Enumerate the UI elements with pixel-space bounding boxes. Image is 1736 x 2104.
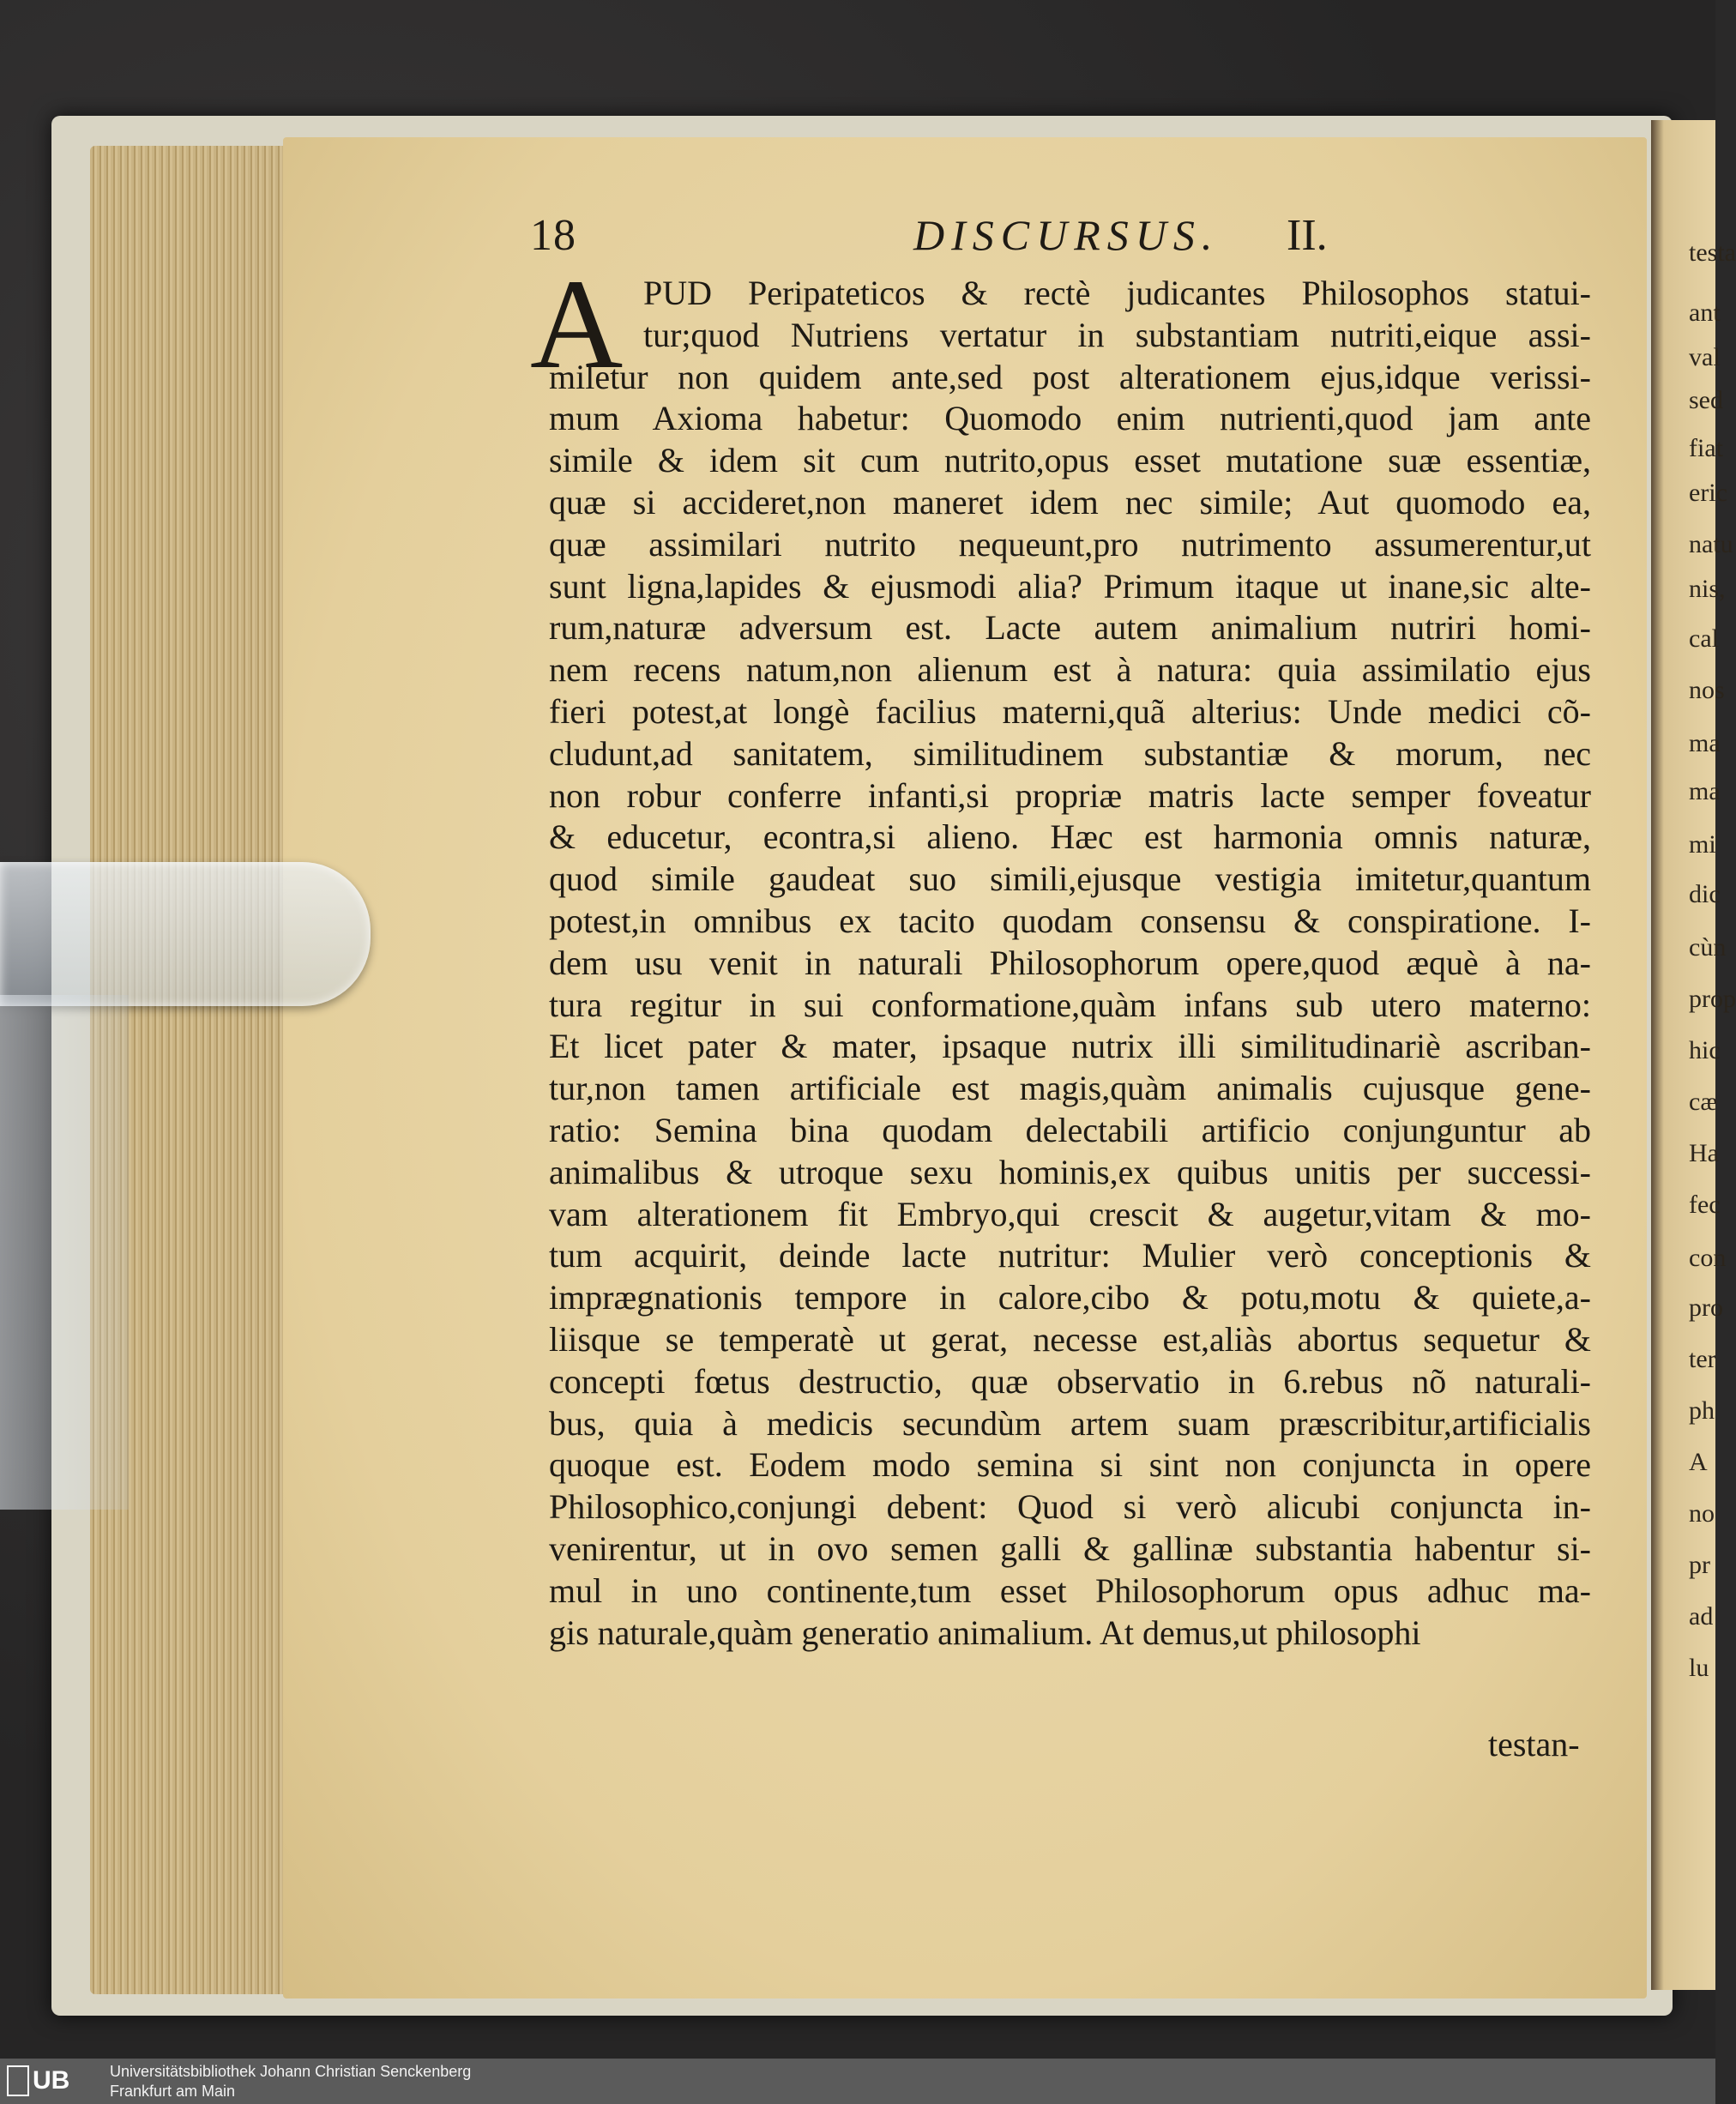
text-line: miletur non quidem ante,sed post alterationem ejus,idque verissi-	[549, 357, 1591, 396]
facing-page-fragment: eric	[1689, 479, 1727, 507]
text-line: bus, quia à medicis secundùm artem suam præscribitur,artificialis	[549, 1403, 1591, 1443]
facing-page-fragment: nos	[1689, 676, 1725, 704]
text-line: & educetur, econtra,si alieno. Hæc est harmonia omnis naturæ,	[549, 817, 1591, 857]
facing-page-fragment: mi	[1689, 830, 1716, 859]
text-line: quæ si accideret,non maneret idem nec simile; Aut quomodo ea,	[549, 482, 1591, 521]
facing-page-fragment: ph	[1689, 1396, 1715, 1425]
facing-page-fragment: testa	[1689, 238, 1736, 267]
facing-page-fragment: ad	[1689, 1602, 1714, 1631]
facing-page-fragment: dic	[1689, 880, 1721, 908]
text-line: PUD Peripateticos & rectè judicantes Philosophos statui-	[643, 274, 1591, 312]
footer-location: Frankfurt am Main	[110, 2083, 236, 2100]
footer-institution: Universitätsbibliothek Johann Christian Senckenberg	[110, 2063, 472, 2080]
facing-page-fragment: fec	[1689, 1191, 1721, 1219]
facing-page-fragment: nis,	[1689, 575, 1726, 603]
text-line: sunt ligna,lapides & ejusmodi alia? Primum itaque ut inane,sic alte-	[549, 566, 1591, 606]
text-line: dem usu venit in naturali Philosophorum opere,quod æquè à na-	[549, 943, 1591, 982]
facing-page-fragment: ter	[1689, 1345, 1716, 1373]
text-line: tura regitur in sui conformatione,quàm infans sub utero materno:	[549, 985, 1591, 1024]
text-line: vam alterationem fit Embryo,qui crescit & augetur,vitam & mo-	[549, 1194, 1591, 1233]
text-line: tur,non tamen artificiale est magis,quàm animalis cujusque gene-	[549, 1069, 1591, 1108]
text-line: fieri potest,at longè facilius materni,quã alterius: Unde medici cõ-	[549, 691, 1591, 731]
text-line: quod simile gaudeat suo simili,ejusque vestigia imitetur,quantum	[549, 859, 1591, 899]
text-line: rum,naturæ adversum est. Lacte autem animalium nutriri homi-	[549, 608, 1591, 648]
facing-page-fragment: sed	[1689, 386, 1723, 414]
text-line: venirentur, ut in ovo semen galli & gallinæ substantia habentur si-	[549, 1528, 1591, 1568]
footer-bar	[0, 2059, 1715, 2104]
text-line: quoque est. Eodem modo semina si sint non conjuncta in opere	[549, 1445, 1591, 1485]
ub-logo	[7, 2064, 93, 2098]
text-line: potest,in omnibus ex tacito quodam consensu & conspiratione. I-	[549, 901, 1591, 940]
facing-page-fragment: natu	[1689, 530, 1733, 558]
text-line: nem recens natum,non alienum est à natura: quia assimilatio ejus	[549, 650, 1591, 690]
text-line: Et licet pater & mater, ipsaque nutrix illi similitudinariè ascriban-	[549, 1027, 1591, 1066]
text-line: concepti fœtus destructio, quæ observatio in 6.rebus nõ naturali-	[549, 1361, 1591, 1401]
text-line: mul in uno continente,tum esset Philosophorum opus adhuc ma-	[549, 1570, 1591, 1610]
page-holder-strip	[0, 995, 129, 1510]
page-number: 18	[530, 211, 576, 260]
text-line: simile & idem sit cum nutrito,opus esset mutatione suæ essentiæ,	[549, 441, 1591, 480]
facing-page-fragment: fiat	[1689, 434, 1723, 462]
facing-page-fragment: A	[1689, 1448, 1708, 1476]
facing-page-fragment: no	[1689, 1499, 1715, 1528]
text-line: mum Axioma habetur: Quomodo enim nutrienti,quod jam ante	[549, 399, 1591, 438]
facing-page-fragment: ma	[1689, 729, 1721, 757]
running-head-number: II.	[1287, 211, 1328, 260]
facing-page-fragment: ant	[1689, 298, 1721, 327]
ub-logo-mark-icon	[7, 2065, 29, 2096]
facing-page-fragment: val	[1689, 343, 1721, 371]
facing-page-fragment: ma	[1689, 777, 1721, 805]
ub-logo-text: UB	[33, 2066, 70, 2095]
text-line: tur;quod Nutriens vertatur in substantiam nutriti,eique assi-	[643, 315, 1591, 354]
text-line: ratio: Semina bina quodam delectabili artificio conjunguntur ab	[549, 1110, 1591, 1149]
facing-page-fragment: lu	[1689, 1654, 1709, 1682]
running-head: DISCURSUS.	[913, 211, 1220, 259]
text-line: gis naturale,quàm generatio animalium. At demus,ut philosophi	[549, 1613, 1421, 1652]
facing-page-fragment: pro	[1689, 1293, 1723, 1322]
facing-page-fragment: Ha	[1689, 1139, 1719, 1167]
text-block	[530, 253, 1591, 1654]
text-line: cludunt,ad sanitatem, similitudinem substantiæ & morum, nec	[549, 733, 1591, 773]
facing-page-fragment: cùn	[1689, 933, 1727, 962]
facing-page-fragment: pr	[1689, 1551, 1710, 1579]
text-line: animalibus & utroque sexu hominis,ex quibus unitis per successi-	[549, 1152, 1591, 1191]
catchword: testan-	[1488, 1725, 1580, 1763]
text-line: tum acquirit, deinde lacte nutritur: Mulier verò conceptionis &	[549, 1236, 1591, 1275]
text-line: Philosophico,conjungi debent: Quod si verò alicubi conjuncta in-	[549, 1487, 1591, 1527]
drop-cap: A	[530, 253, 624, 395]
facing-page-fragment: cæ	[1689, 1088, 1718, 1116]
facing-page-fragment: con	[1689, 1244, 1727, 1272]
facing-page-fragment: prop	[1689, 985, 1736, 1013]
text-line: imprægnationis tempore in calore,cibo & potu,motu & quiete,a-	[549, 1278, 1591, 1317]
facing-page-fragment: hic	[1689, 1036, 1721, 1064]
facing-page-fragment: cal	[1689, 624, 1719, 653]
page-holder-clamp	[0, 862, 371, 1006]
text-line: non robur conferre infanti,si propriæ matris lacte semper foveatur	[549, 775, 1591, 815]
text-line: liisque se temperatè ut gerat, necesse est,aliàs abortus sequetur &	[549, 1319, 1591, 1359]
facing-page	[1651, 120, 1736, 1990]
text-line: quæ assimilari nutrito nequeunt,pro nutrimento assumerentur,ut	[549, 524, 1591, 564]
